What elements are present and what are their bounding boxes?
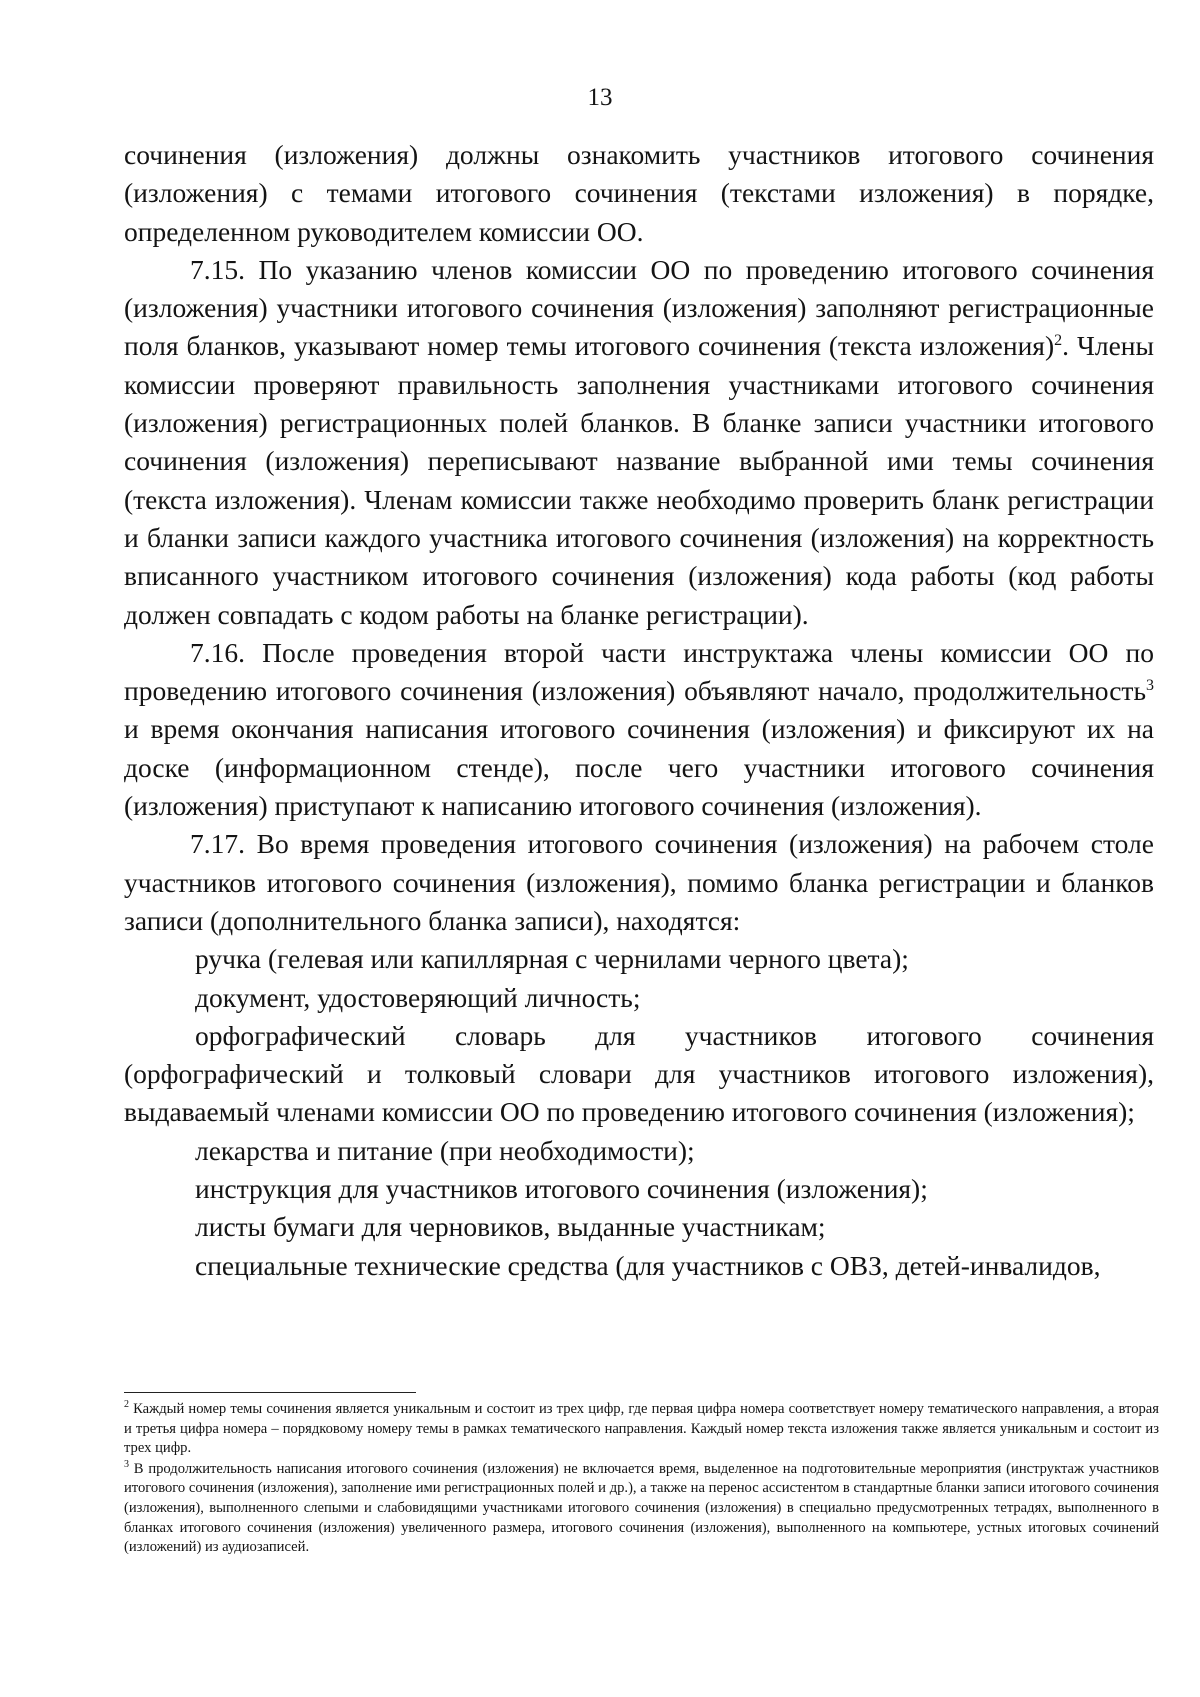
footnote-text: В продолжительность написания итогового сочинения (изложения) не включается время, выделенное на подготовительные мероприятия (инструктаж участников итогового сочинения (изложения), заполнение ими регистрационных полей и др.), а также на перенос ассистентом в стандартные бланки записи итогового сочинения (изложения), выполненного слепыми и слабовидящими участниками итогового сочинения (изложения) в специально предусмотренных тетрадях, выполненного в бланках итогового сочинения (изложения) увеличенного размера, итогового сочинения (изложения), выполненного на компьютере, устных итоговых сочинений (изложений) из аудиозаписей. bbox=[124, 1460, 1159, 1556]
list-item: лекарства и питание (при необходимости); bbox=[195, 1134, 695, 1166]
footnote-separator bbox=[124, 1392, 416, 1393]
main-text bbox=[124, 136, 1154, 1285]
footnote-ref-2: 2 bbox=[1054, 332, 1063, 350]
footnotes bbox=[124, 1400, 1159, 1558]
paragraph-text: и время окончания написания итогового сочинения (изложения) и фиксируют их на доске (информационном стенде), после чего участники итогового сочинения (изложения) приступают к написанию итогового сочинения (изложения). bbox=[124, 713, 1154, 822]
footnote-marker: 2 bbox=[124, 1399, 129, 1411]
paragraph-7-16 bbox=[124, 634, 1154, 825]
list-item: специальные технические средства (для участников с ОВЗ, детей-инвалидов, bbox=[195, 1249, 1101, 1281]
paragraph-7-17: 7.17. Во время проведения итогового сочинения (изложения) на рабочем столе участников итогового сочинения (изложения), помимо бланка регистрации и бланков записи (дополнительного бланка записи), находятся: bbox=[124, 828, 1154, 936]
footnote-2 bbox=[124, 1400, 1159, 1459]
paragraph-text: 7.15. По указанию членов комиссии ОО по проведению итогового сочинения (изложения) участники итогового сочинения (изложения) заполняют регистрационные поля бланков, указывают номер темы итогового сочинения (текста изложения) bbox=[124, 253, 1154, 362]
footnote-text: Каждый номер темы сочинения является уникальным и состоит из трех цифр, где первая цифра номера соответствует номеру тематического направления, а вторая и третья цифра номера – порядковому номеру темы в рамках тематического направления. Каждый номер текста изложения также является уникальным и состоит из трех цифр. bbox=[124, 1401, 1159, 1457]
list-item: инструкция для участников итогового сочинения (изложения); bbox=[195, 1173, 928, 1205]
paragraph-7-15 bbox=[124, 251, 1154, 634]
footnote-3 bbox=[124, 1460, 1159, 1558]
list-item: орфографический словарь для участников итогового сочинения (орфографический и толковый словари для участников итогового изложения), выдаваемый членами комиссии ОО по проведению итогового сочинения (изложения); bbox=[124, 1019, 1154, 1128]
footnote-marker: 3 bbox=[124, 1458, 129, 1470]
list-item: листы бумаги для черновиков, выданные участникам; bbox=[195, 1211, 826, 1243]
list-item: документ, удостоверяющий личность; bbox=[195, 981, 641, 1013]
paragraph-continuation: сочинения (изложения) должны ознакомить участников итогового сочинения (изложения) с темами итогового сочинения (текстами изложения) в порядке, определенном руководителем комиссии ОО. bbox=[124, 139, 1154, 247]
paragraph-text: . Члены комиссии проверяют правильность заполнения участниками итогового сочинения (изложения) регистрационных полей бланков. В бланке записи участники итогового сочинения (изложения) переписывают название выбранной ими темы сочинения (текста изложения). Членам комиссии также необходимо проверить бланк регистрации и бланки записи каждого участника итогового сочинения (изложения) на корректность вписанного участником итогового сочинения (изложения) кода работы (код работы должен совпадать с кодом работы на бланке регистрации). bbox=[124, 330, 1154, 630]
footnote-ref-3: 3 bbox=[1146, 677, 1154, 694]
paragraph-text: 7.16. После проведения второй части инструктажа члены комиссии ОО по проведению итогового сочинения (изложения) объявляют начало, продолжительность bbox=[124, 636, 1154, 707]
list-item: ручка (гелевая или капиллярная с чернилами черного цвета); bbox=[195, 943, 909, 975]
page-number: 13 bbox=[587, 84, 613, 111]
